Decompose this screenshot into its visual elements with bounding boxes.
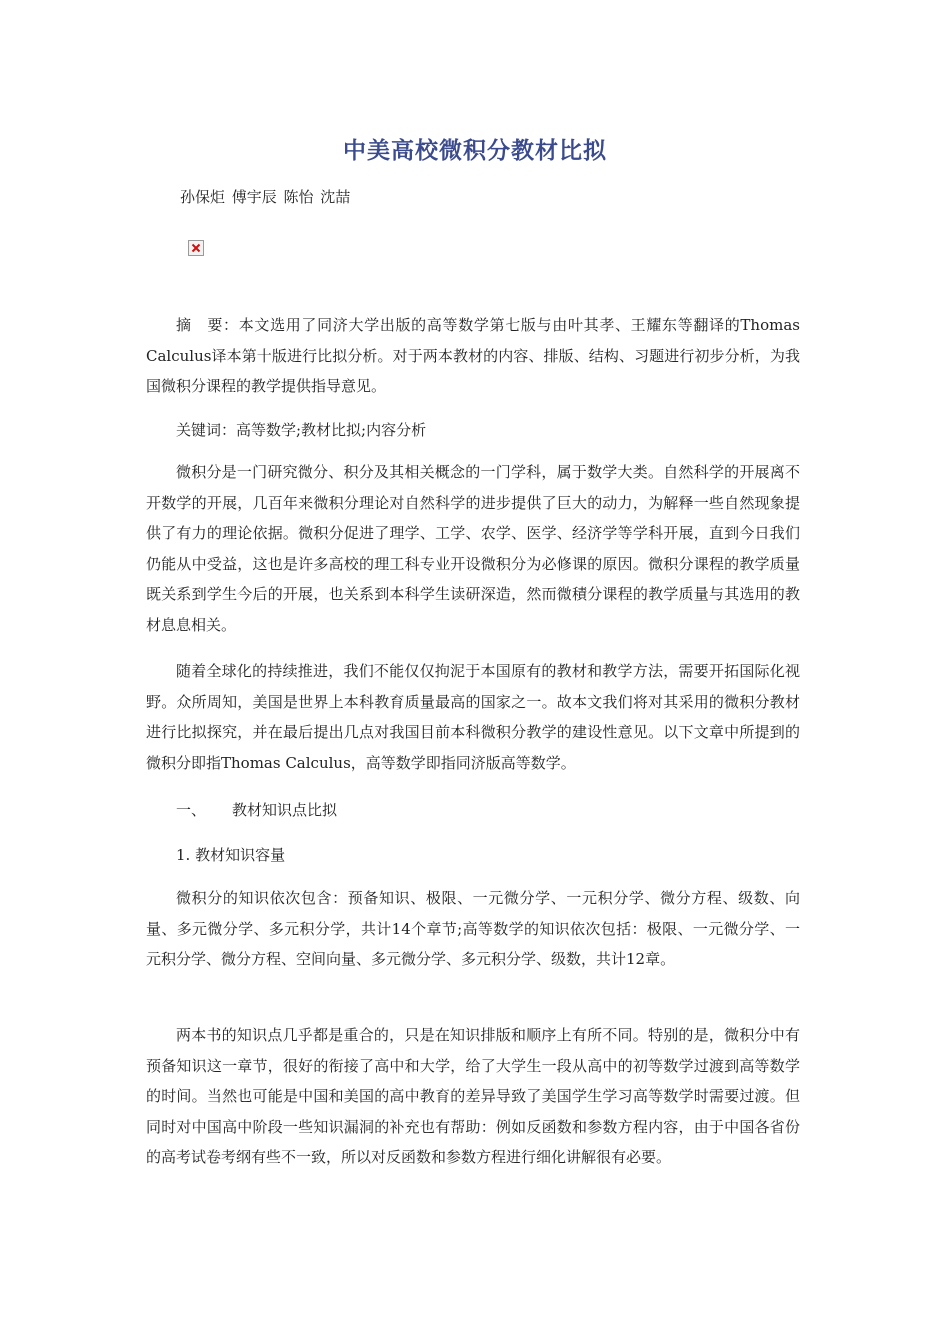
- page-title: 中美高校微积分教材比拟: [343, 138, 607, 164]
- section-heading: [146, 795, 800, 826]
- keywords-line: 关键词：高等数学;教材比拟;内容分析: [176, 421, 427, 439]
- section-title: 教材知识点比拟: [232, 801, 338, 819]
- intro-paragraph: 随着全球化的持续推进，我们不能仅仅拘泥于本国原有的教材和教学方法，需要开拓国际化视野。众所周知，美国是世界上本科教育质量最高的国家之一。故本文我们将对其采用的微积分教材进行比拟探究，并在最后提出几点对我国目前本科微积分教学的建设性意见。以下文章中所提到的微积分即指Thomas Calculus，高等数学即指同济版高等数学。: [146, 662, 800, 772]
- image-error-cross-icon: [191, 243, 201, 253]
- subsection-heading: 1. 教材知识容量: [176, 846, 286, 864]
- body-paragraph: 两本书的知识点几乎都是重合的，只是在知识排版和顺序上有所不同。特别的是，微积分中有预备知识这一章节，很好的衔接了高中和大学，给了大学生一段从高中的初等数学过渡到高等数学的时间。当然也可能是中国和美国的高中教育的差异导致了美国学生学习高等数学时需要过渡。但同时对中国高中阶段一些知识漏洞的补充也有帮助：例如反函数和参数方程内容，由于中国各省份的高考试卷考纲有些不一致，所以对反函数和参数方程进行细化讲解很有必要。: [146, 1026, 800, 1166]
- body-paragraph: 微积分的知识依次包含：预备知识、极限、一元微分学、一元积分学、微分方程、级数、向量、多元微分学、多元积分学，共计14个章节;高等数学的知识依次包括：极限、一元微分学、一元积分学、微分方程、空间向量、多元微分学、多元积分学、级数，共计12章。: [146, 889, 800, 968]
- section-number: 一、: [176, 801, 207, 819]
- broken-image-icon: [188, 240, 204, 256]
- authors-line: 孙保炬 傅宇辰 陈怡 沈喆: [180, 188, 351, 206]
- abstract-paragraph: 摘 要：本文选用了同济大学出版的高等数学第七版与由叶其孝、王耀东等翻译的Thomas Calculus译本第十版进行比拟分析。对于两本教材的内容、排版、结构、习题进行初步分析，为我国微积分课程的教学提供指导意见。: [146, 316, 800, 395]
- intro-paragraph: 微积分是一门研究微分、积分及其相关概念的一门学科，属于数学大类。自然科学的开展离不开数学的开展，几百年来微积分理论对自然科学的进步提供了巨大的动力，为解释一些自然现象提供了有力的理论依据。微积分促进了理学、工学、农学、医学、经济学等学科开展，直到今日我们仍能从中受益，这也是许多高校的理工科专业开设微积分为必修课的原因。微积分课程的教学质量既关系到学生今后的开展，也关系到本科学生读研深造，然而微積分课程的教学质量与其选用的教材息息相关。: [146, 463, 800, 634]
